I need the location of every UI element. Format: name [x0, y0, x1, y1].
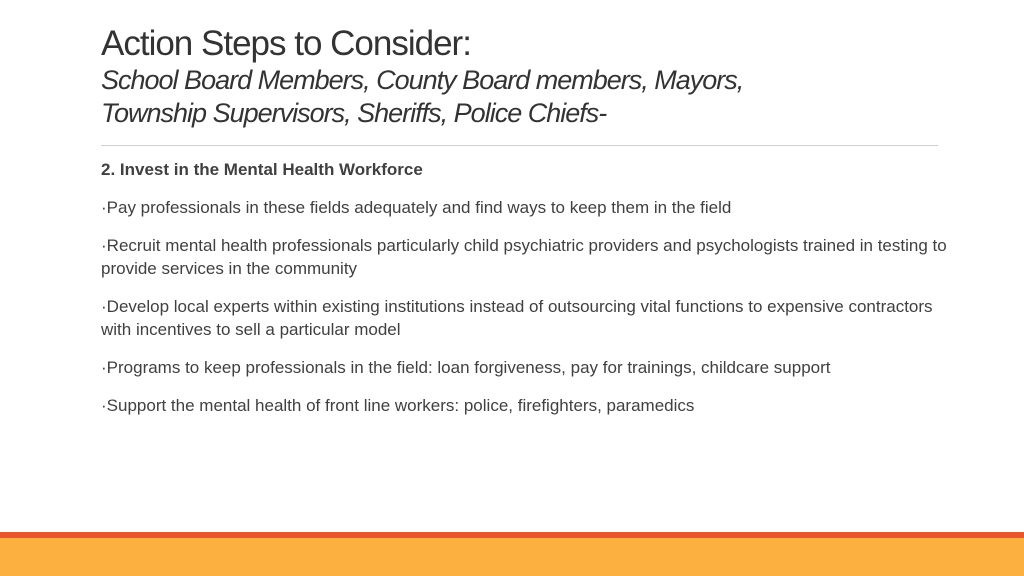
footer-accent-bar-yellow [0, 538, 1024, 576]
bullet-item: ·Pay professionals in these fields adequately and find ways to keep them in the field [101, 198, 732, 217]
slide-subtitle-line-2: Township Supervisors, Sheriffs, Police Chiefs- [101, 98, 607, 128]
slide-title-block [101, 24, 961, 130]
bullet-item: ·Programs to keep professionals in the field: loan forgiveness, pay for trainings, childcare support [101, 358, 831, 377]
title-divider [101, 145, 938, 146]
slide-subtitle-line-1: School Board Members, County Board members, Mayors, [101, 65, 744, 95]
slide-title: Action Steps to Consider: [101, 24, 471, 63]
bullet-item: ·Support the mental health of front line workers: police, firefighters, paramedics [101, 396, 695, 415]
section-heading: 2. Invest in the Mental Health Workforce [101, 160, 423, 179]
bullet-item: ·Recruit mental health professionals particularly child psychiatric providers and psychologists trained in testing to provide services in the community [101, 236, 947, 278]
bullet-item: ·Develop local experts within existing institutions instead of outsourcing vital functions to expensive contractors with incentives to sell a particular model [101, 297, 933, 339]
slide-body [101, 158, 951, 432]
